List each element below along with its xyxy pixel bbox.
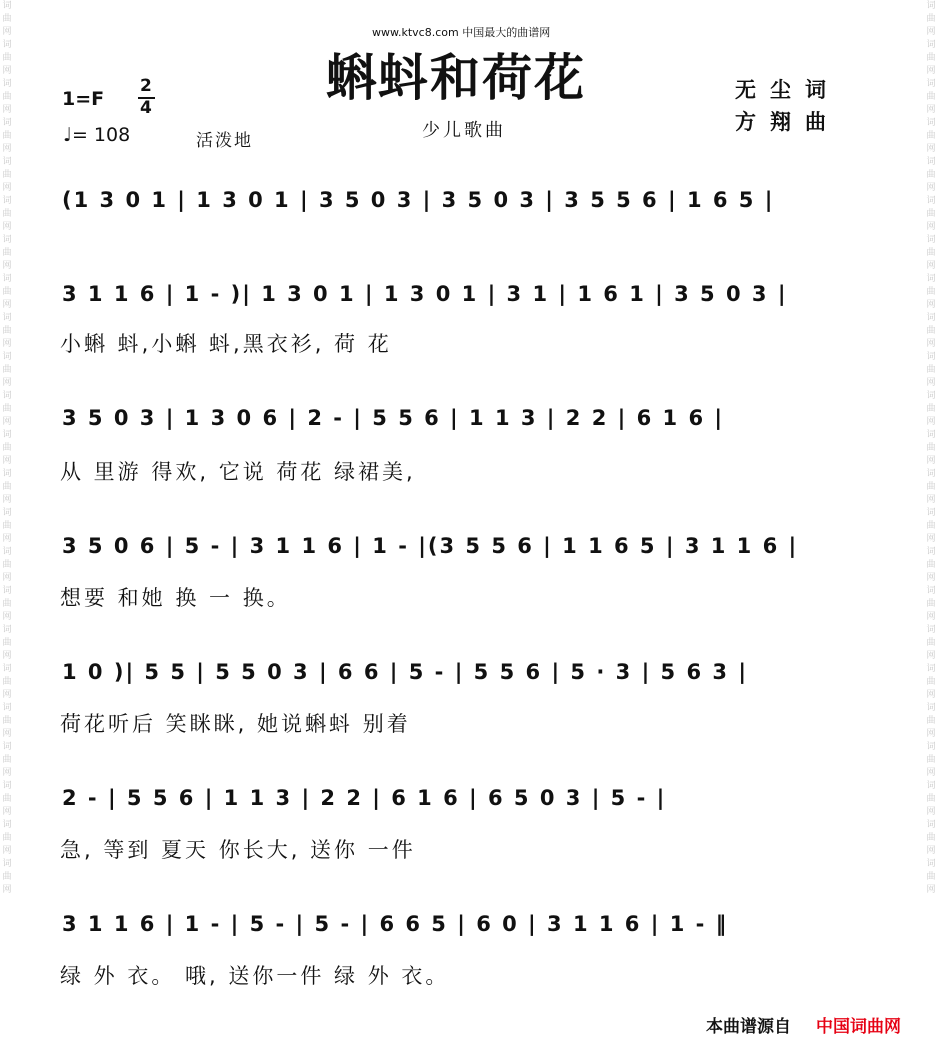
lyrics-row-2: 小蝌 蚪,小蝌 蚪,黑衣衫, 荷 花: [60, 332, 392, 356]
notation-row-5: 1 0 )| 5 5 | 5 5 0 3 | 6 6 | 5 - | 5 5 6 | 5 · 3 | 5 6 3 |: [62, 660, 748, 684]
footer-site-link[interactable]: 中国词曲网: [816, 1017, 901, 1037]
composer-credit: 方翔曲: [735, 110, 840, 134]
notation-row-6: 2 - | 5 5 6 | 1 1 3 | 2 2 | 6 1 6 | 6 5 0 3 | 5 - |: [62, 786, 667, 810]
lyrics-row-7: 绿 外 衣。 哦, 送你一件 绿 外 衣。: [60, 964, 450, 988]
notation-row-3: 3 5 0 3 | 1 3 0 6 | 2 - | 5 5 6 | 1 1 3 | 2 2 | 6 1 6 |: [62, 406, 725, 430]
time-signature-numerator: 2: [140, 76, 152, 96]
notation-row-2: 3 1 1 6 | 1 - )| 1 3 0 1 | 1 3 0 1 | 3 1 | 1 6 1 | 3 5 0 3 |: [62, 282, 788, 306]
lyrics-row-6: 急, 等到 夏天 你长大, 送你 一件: [60, 838, 416, 862]
key-signature: 1=F: [62, 88, 105, 110]
lyricist-credit: 无尘词: [735, 78, 840, 102]
song-title: 蝌蚪和荷花: [326, 48, 586, 107]
lyrics-row-3: 从 里游 得欢, 它说 荷花 绿裙美,: [60, 460, 416, 484]
lyrics-row-5: 荷花听后 笑眯眯, 她说蝌蚪 别着: [60, 712, 411, 736]
expression-marking: 活泼地: [196, 131, 253, 151]
website-header: www.ktvc8.com 中国最大的曲谱网: [372, 26, 551, 39]
left-watermark-strip: 词曲网词曲网词曲网词曲网词曲网词曲网词曲网词曲网词曲网词曲网词曲网词曲网词曲网词曲网词曲网词曲网词曲网词曲网词曲网词曲网词曲网词曲网词曲网: [2, 1, 12, 895]
notation-row-4: 3 5 0 6 | 5 - | 3 1 1 6 | 1 - |(3 5 5 6 | 1 1 6 5 | 3 1 1 6 |: [62, 534, 799, 558]
right-watermark-strip: 词曲网词曲网词曲网词曲网词曲网词曲网词曲网词曲网词曲网词曲网词曲网词曲网词曲网词曲网词曲网词曲网词曲网词曲网词曲网词曲网词曲网词曲网词曲网: [926, 1, 936, 895]
notation-row-1: (1 3 0 1 | 1 3 0 1 | 3 5 0 3 | 3 5 0 3 | 3 5 5 6 | 1 6 5 |: [62, 188, 775, 212]
tempo-marking: ♩= 108: [63, 124, 131, 146]
song-subtitle: 少儿歌曲: [422, 120, 506, 141]
time-signature-denominator: 4: [140, 98, 152, 118]
notation-row-7: 3 1 1 6 | 1 - | 5 - | 5 - | 6 6 5 | 6 0 | 3 1 1 6 | 1 - ‖: [62, 912, 729, 936]
footer-source-label: 本曲谱源自: [706, 1017, 791, 1037]
lyrics-row-4: 想要 和她 换 一 换。: [60, 586, 291, 610]
